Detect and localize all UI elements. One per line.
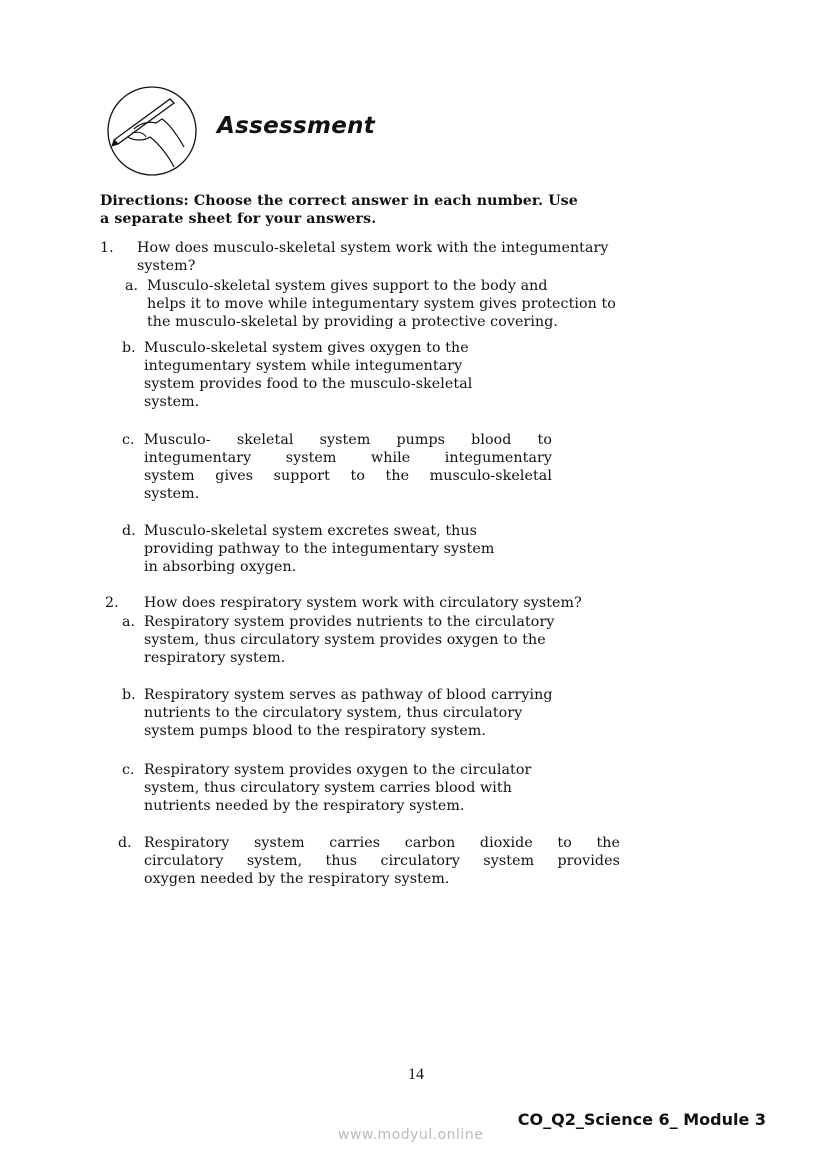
option-letter: a. <box>125 278 139 294</box>
watermark: www.modyul.online <box>338 1127 484 1143</box>
option-letter: c. <box>122 762 135 778</box>
question-text: How does respiratory system work with circulatory system? <box>144 595 582 611</box>
option-text: Musculo- skeletal system pumps blood to <box>144 432 552 448</box>
option-text: system. <box>144 394 200 410</box>
option-letter: d. <box>122 523 136 539</box>
option-letter: b. <box>122 687 136 703</box>
option-text: system, thus circulatory system provides oxygen to the <box>144 632 546 648</box>
question-number: 2. <box>105 595 119 611</box>
option-text: system pumps blood to the respiratory system. <box>144 723 486 739</box>
option-text: system gives support to the musculo-skeletal <box>144 468 552 484</box>
option-text: helps it to move while integumentary system gives protection to <box>147 296 616 312</box>
option-text: providing pathway to the integumentary system <box>144 541 495 557</box>
directions-text: Directions: Choose the correct answer in each number. Use <box>100 193 578 209</box>
option-text: Respiratory system serves as pathway of blood carrying <box>144 687 553 703</box>
question-number: 1. <box>100 240 114 256</box>
option-text: the musculo-skeletal by providing a protective covering. <box>147 314 559 330</box>
option-letter: a. <box>122 614 136 630</box>
module-footer: CO_Q2_Science 6_ Module 3 <box>517 1110 766 1129</box>
option-text: system. <box>144 486 200 502</box>
option-text: oxygen needed by the respiratory system. <box>144 871 450 887</box>
page-number: 14 <box>408 1066 424 1083</box>
page-title: Assessment <box>217 113 376 139</box>
option-text: circulatory system, thus circulatory system provides <box>144 853 620 869</box>
option-text: in absorbing oxygen. <box>144 559 297 575</box>
option-text: nutrients to the circulatory system, thus circulatory <box>144 705 523 721</box>
option-text: Musculo-skeletal system excretes sweat, thus <box>144 523 478 539</box>
option-text: Musculo-skeletal system gives support to the body and <box>147 278 548 294</box>
option-letter: d. <box>118 835 132 851</box>
option-text: integumentary system while integumentary <box>144 450 552 466</box>
option-text: Musculo-skeletal system gives oxygen to the <box>144 340 469 356</box>
option-text: respiratory system. <box>144 650 286 666</box>
option-text: integumentary system while integumentary <box>144 358 463 374</box>
option-text: system, thus circulatory system carries blood with <box>144 780 512 796</box>
option-text: nutrients needed by the respiratory system. <box>144 798 465 814</box>
directions-text: a separate sheet for your answers. <box>100 211 377 227</box>
option-text: system provides food to the musculo-skeletal <box>144 376 473 392</box>
option-letter: c. <box>122 432 135 448</box>
option-text: Respiratory system provides oxygen to the circulator <box>144 762 532 778</box>
hand-writing-pencil-icon <box>104 85 200 177</box>
question-text: How does musculo-skeletal system work with the integumentary <box>137 240 609 256</box>
question-text: system? <box>137 258 196 274</box>
option-text: Respiratory system carries carbon dioxide to the <box>144 835 620 851</box>
option-text: Respiratory system provides nutrients to the circulatory <box>144 614 555 630</box>
option-letter: b. <box>122 340 136 356</box>
